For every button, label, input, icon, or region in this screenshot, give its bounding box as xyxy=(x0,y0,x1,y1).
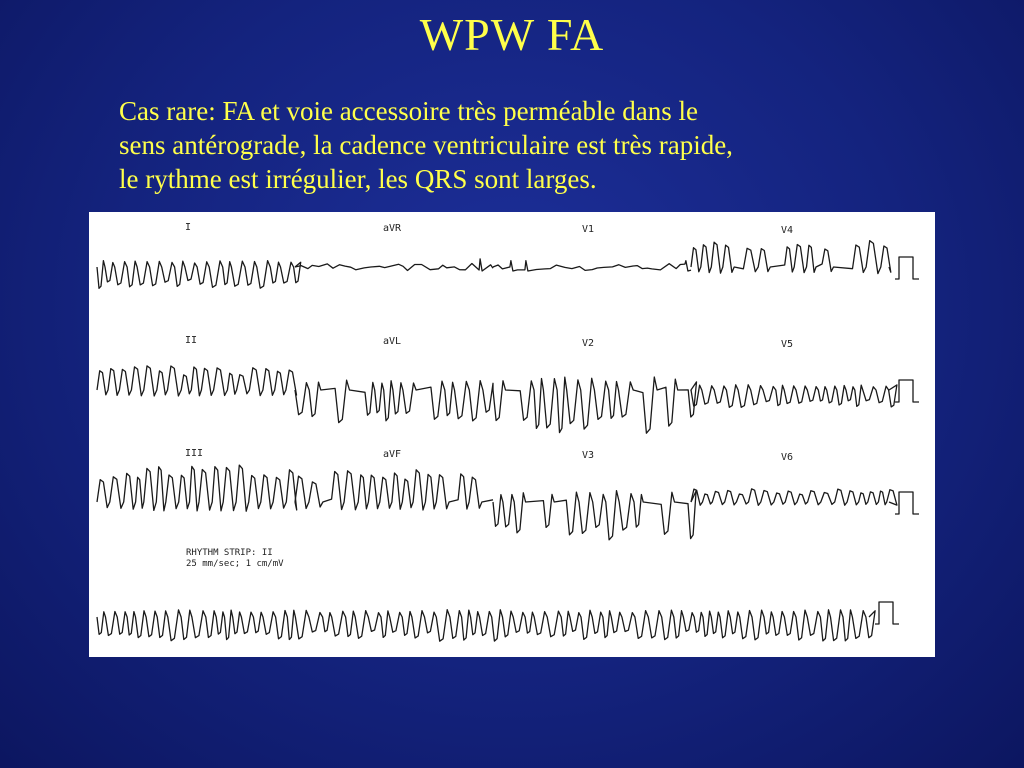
lead-label-V2: V2 xyxy=(582,338,595,349)
slide-body xyxy=(119,94,919,196)
lead-label-V5: V5 xyxy=(781,339,794,350)
lead-label-II: II xyxy=(185,335,198,346)
lead-label-V6: V6 xyxy=(781,452,794,463)
ecg-row-1-lead-trace xyxy=(691,241,891,274)
calibration-pulse xyxy=(875,602,899,624)
ecg-row-3-lead-trace xyxy=(97,465,297,511)
calibration-pulse xyxy=(895,380,919,402)
ecg-row-3-lead-trace xyxy=(493,491,696,540)
ecg-row-2-lead-trace xyxy=(295,380,493,422)
slide-title: WPW FA xyxy=(419,9,605,60)
slide-body-line: sens antérograde, la cadence ventriculaire est très rapide, xyxy=(119,130,733,160)
calibration-pulse xyxy=(895,492,919,514)
lead-label-I: I xyxy=(185,222,192,233)
lead-label-V4: V4 xyxy=(781,225,794,236)
calibration-pulse xyxy=(895,257,919,279)
lead-label-V1: V1 xyxy=(582,224,595,235)
ecg-row-3-lead-trace xyxy=(691,489,897,505)
lead-label-aVL: aVL xyxy=(383,336,402,347)
ecg-row-2-lead-trace xyxy=(97,366,297,396)
slide-body-line: Cas rare: FA et voie accessoire très perméable dans le xyxy=(119,96,699,126)
rhythm-strip-label: RHYTHM STRIP: II xyxy=(186,548,273,558)
ecg-row-2-lead-trace xyxy=(691,385,897,408)
ecg-row-1-lead-trace xyxy=(295,259,493,271)
slide-body-line: le rythme est irrégulier, les QRS sont larges. xyxy=(119,164,597,194)
ecg-tracing xyxy=(89,212,935,657)
lead-label-aVF: aVF xyxy=(383,449,402,460)
lead-label-III: III xyxy=(185,448,204,459)
ecg-row-1-lead-trace xyxy=(493,261,691,271)
rhythm-strip-speed: 25 mm/sec; 1 cm/mV xyxy=(186,559,284,569)
ecg-traces xyxy=(97,241,919,642)
ecg-row-1-lead-trace xyxy=(97,261,301,289)
ecg-row-3-lead-trace xyxy=(295,470,493,510)
lead-label-V3: V3 xyxy=(582,450,595,461)
ecg-row-2-lead-trace xyxy=(493,377,697,433)
lead-label-aVR: aVR xyxy=(383,223,402,234)
rhythm-strip-trace xyxy=(97,610,875,642)
ecg-image xyxy=(89,212,935,657)
